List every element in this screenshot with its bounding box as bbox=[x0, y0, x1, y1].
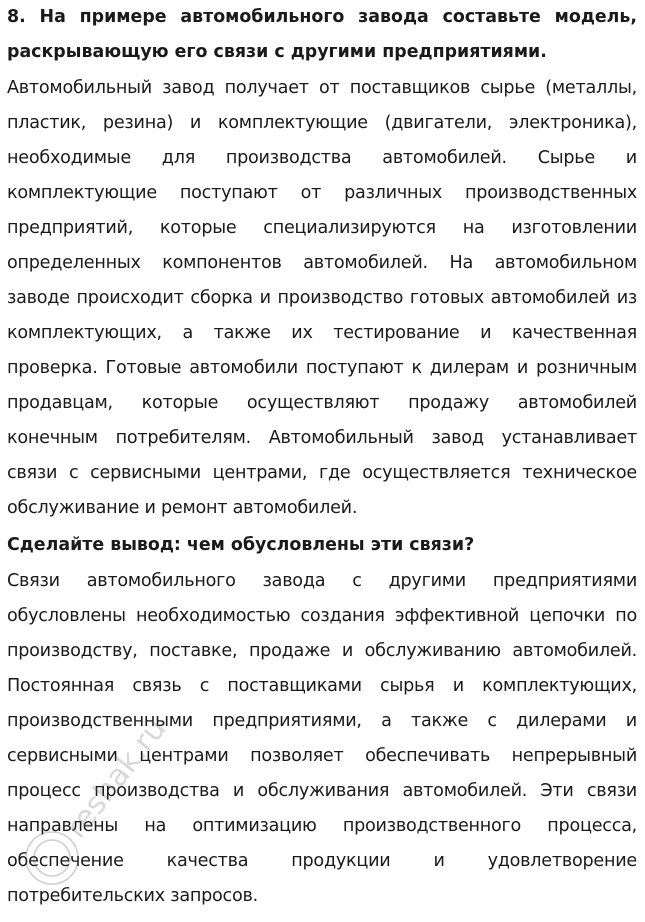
question-text: На примере автомобильного завода составьте модель, раскрывающую его связи с другими предприятиями. bbox=[7, 7, 637, 62]
answer-paragraph-2: Связи автомобильного завода с другими предприятиями обусловлены необходимостью создания эффективной цепочки по производству, поставке, продаже и обслуживанию автомобилей. Постоянная связь с поставщиками сырья и комплектующих, производственными предприятиями, а также с дилерами и сервисными центрами позволяет обеспечивать непрерывный процесс производства и обслуживания автомобилей. Эти связи направлены на оптимизацию производственного процесса, обеспечение качества продукции и удовлетворение потребительских запросов. bbox=[7, 571, 637, 906]
document-page bbox=[7, 0, 637, 914]
question-number: 8. bbox=[7, 7, 26, 27]
question-heading bbox=[7, 0, 637, 70]
watermark-text: reshak.ru bbox=[58, 711, 174, 845]
conclusion-heading: Сделайте вывод: чем обусловлены эти связи? bbox=[7, 535, 475, 555]
answer-paragraph-1: Автомобильный завод получает от поставщиков сырье (металлы, пластик, резина) и комплектующие (двигатели, электроника), необходимые для производства автомобилей. Сырье и комплектующие поступают от различных производственных предприятий, которые специализируются на изготовлении определенных компонентов автомобилей. На автомобильном заводе происходит сборка и производство готовых автомобилей из комплектующих, а также их тестирование и качественная проверка. Готовые автомобили поступают к дилерам и розничным продавцам, которые осуществляют продажу автомобилей конечным потребителям. Автомобильный завод устанавливает связи с сервисными центрами, где осуществляется техническое обслуживание и ремонт автомобилей. bbox=[7, 78, 637, 518]
